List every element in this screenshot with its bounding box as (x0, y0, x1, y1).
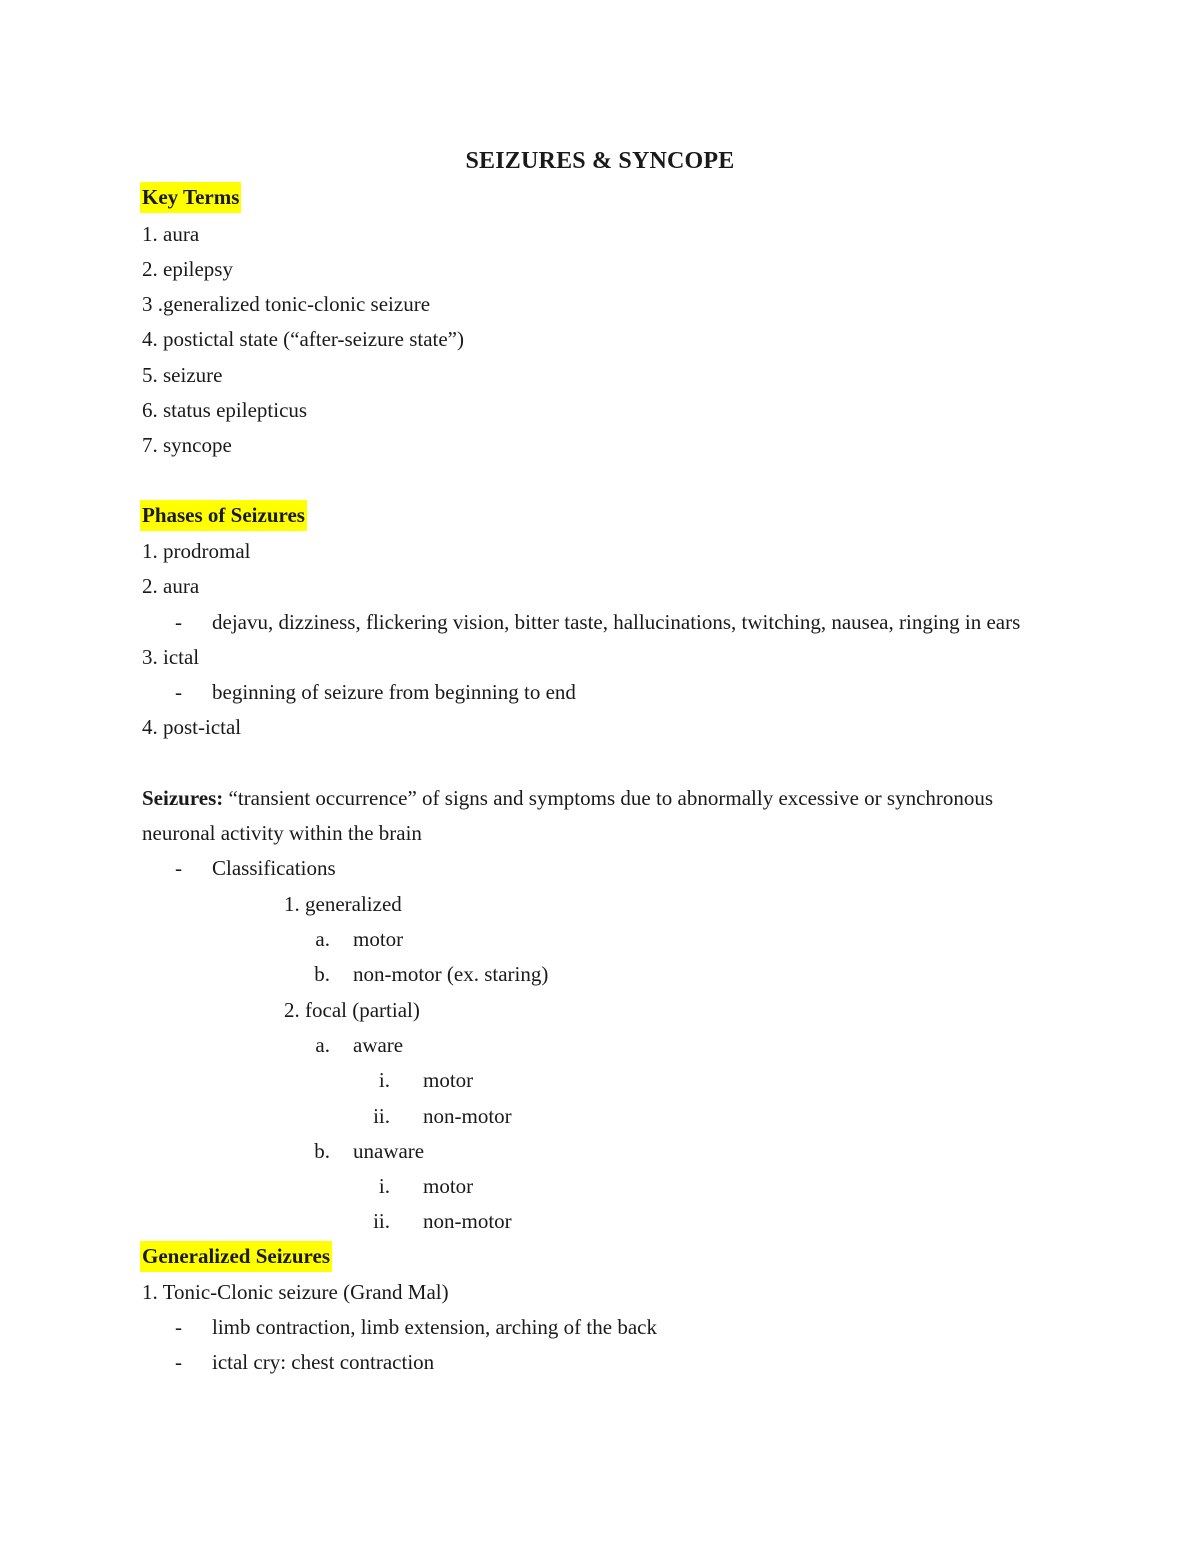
seizures-label: Seizures: (142, 786, 224, 810)
list-marker: a. (315, 1033, 330, 1057)
list-marker: ii. (373, 1104, 390, 1128)
key-terms-heading-text: Key Terms (140, 182, 241, 213)
key-terms-heading (142, 187, 241, 208)
list-marker: i. (378, 1174, 390, 1198)
key-term-item: 1. aura (142, 222, 200, 246)
bullet-dash: - (175, 856, 182, 880)
bullet-dash: - (175, 680, 182, 704)
classification-sub-sub-item: non-motor (423, 1104, 512, 1128)
phases-heading (142, 505, 307, 526)
classification-focal: 2. focal (partial) (284, 998, 420, 1022)
phase-item: 4. post-ictal (142, 715, 242, 739)
list-marker: i. (378, 1068, 390, 1092)
generalized-detail: ictal cry: chest contraction (212, 1350, 435, 1374)
seizures-definition-line (142, 788, 993, 809)
phase-item: 3. ictal (142, 645, 200, 669)
document-title: SEIZURES & SYNCOPE (465, 148, 735, 174)
classification-sub-item: motor (353, 927, 404, 951)
key-term-item: 5. seizure (142, 363, 223, 387)
classifications-label: Classifications (212, 856, 336, 880)
generalized-item: 1. Tonic-Clonic seizure (Grand Mal) (142, 1280, 449, 1304)
classification-sub-sub-item: motor (423, 1068, 474, 1092)
seizures-definition-continued: neuronal activity within the brain (142, 821, 422, 845)
list-marker: b. (314, 1139, 330, 1163)
classification-sub-item: unaware (353, 1139, 425, 1163)
bullet-dash: - (175, 610, 182, 634)
phase-item: 2. aura (142, 574, 200, 598)
bullet-dash: - (175, 1315, 182, 1339)
key-term-item: 3 .generalized tonic-clonic seizure (142, 292, 431, 316)
bullet-dash: - (175, 1350, 182, 1374)
generalized-heading (142, 1246, 332, 1267)
list-marker: a. (315, 927, 330, 951)
classification-sub-sub-item: non-motor (423, 1209, 512, 1233)
phases-heading-text: Phases of Seizures (140, 500, 307, 531)
seizures-definition-text: “transient occurrence” of signs and symptoms due to abnormally excessive or synchronous (228, 786, 994, 810)
classification-generalized: 1. generalized (284, 892, 402, 916)
classification-sub-item: non-motor (ex. staring) (353, 962, 549, 986)
key-term-item: 7. syncope (142, 433, 232, 457)
list-marker: b. (314, 962, 330, 986)
phase-detail: dejavu, dizziness, flickering vision, bitter taste, hallucinations, twitching, nausea, ringing in ears (212, 610, 1021, 634)
generalized-detail: limb contraction, limb extension, arching of the back (212, 1315, 657, 1339)
list-marker: ii. (373, 1209, 390, 1233)
key-term-item: 6. status epilepticus (142, 398, 308, 422)
phase-item: 1. prodromal (142, 539, 251, 563)
classification-sub-sub-item: motor (423, 1174, 474, 1198)
generalized-heading-text: Generalized Seizures (140, 1241, 332, 1272)
classification-sub-item: aware (353, 1033, 404, 1057)
phase-detail: beginning of seizure from beginning to end (212, 680, 576, 704)
key-term-item: 2. epilepsy (142, 257, 233, 281)
key-term-item: 4. postictal state (“after-seizure state”) (142, 327, 464, 351)
